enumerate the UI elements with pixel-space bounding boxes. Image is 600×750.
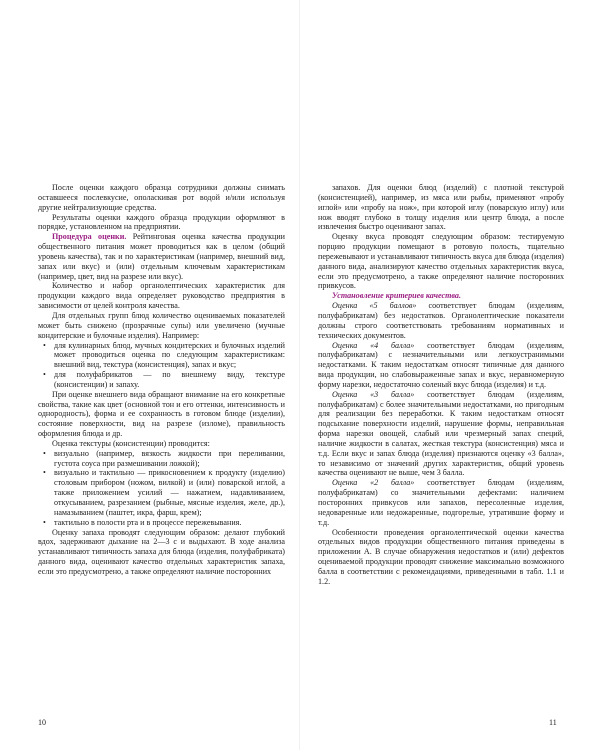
- left-page-text: [38, 183, 285, 577]
- grade-label: Оценка «5 баллов»: [332, 301, 417, 311]
- grade-label: Оценка «4 балла»: [332, 340, 415, 350]
- paragraph-procedure: [38, 232, 285, 281]
- grade-label: Оценка «3 балла»: [332, 389, 415, 399]
- paragraph: Для отдельных групп блюд количество оцениваемых показателей может быть снижено (прозрачные супы) или увеличено (мучные кондитерские и булочные изделия). Например:: [38, 310, 285, 340]
- list-item: • тактильно в полости рта и в процессе пережевывания.: [38, 518, 285, 528]
- paragraph: Количество и набор органолептических характеристик для продукции каждого вида определяет руководство предприятия в зависимости от целей контроля качества.: [38, 281, 285, 311]
- grade-label: Оценка «2 балла»: [332, 478, 415, 488]
- list-item: • визуально (например, вязкость жидкости при переливании, густота соуса при размешивании ложкой);: [38, 449, 285, 469]
- paragraph-text: соответствует блюдам (изделиям, полуфабрикатам) со значительными дефектами: наличием посторонних привкусов или запахов, пересоленные изделия, недоваренные или недожаренные, подгорелые, утратившие форму и т.д.: [318, 478, 565, 527]
- paragraph: Особенности проведения органолептической оценки качества отдельных видов продукции общественного питания приведены в приложении А. В случае обнаружения недостатков и (или) дефектов оцениваемой продукции проводят снижение максимально возможного балла в соответствии с рекомендациями, приведенными в табл. 1.1 и 1.2.: [318, 527, 564, 586]
- paragraph-grade-5: [318, 301, 564, 340]
- paragraph: После оценки каждого образца сотрудники должны снимать оставшееся послевкусие, ополаскивая рот водой и/или используя другие нейтрализующие средства.: [38, 183, 285, 212]
- paragraph-grade-4: [318, 341, 564, 390]
- paragraph-text: соответствует блюдам (изделиям, полуфабрикатам) с незначительными или легкоустранимыми недостатками. К таким недостаткам относят типичные для данного вида продукции, но слабовыраженные запах и вкус, неравномерную форму нарезки, недостаточно соленый вкус блюда (изделия) и т.д.: [318, 340, 565, 389]
- paragraph-grade-2: [318, 478, 564, 527]
- paragraph: запахов. Для оценки блюд (изделий) с плотной текстурой (консистенцией), например, из мяса или рыбы, применяют «пробу иглой» или «пробу на нож», при которой иглу (поварскую иглу) или нож вводят глубоко в толщу изделия или центр блюда, а после извлечения быстро оценивают запах.: [318, 183, 564, 232]
- list-item: • для кулинарных блюд, мучных кондитерских и булочных изделий может проводиться оценка по следующим характеристикам: внешний вид, текстура (консистенция), запах и вкус;: [38, 341, 285, 371]
- paragraph-grade-3: [318, 390, 564, 479]
- paragraph-text: Рейтинговая оценка качества продукции общественного питания может проводиться как в целом (общий уровень качества), так и по характеристикам (например, внешний вид, запах или вкус) и (или) отдельным ключевым характеристикам (например, цвет, вид на разрезе или вкус).: [38, 232, 285, 281]
- bullet-list-texture: [38, 449, 285, 528]
- page-number: 10: [38, 718, 46, 727]
- section-heading-procedure: Процедура оценки.: [52, 232, 127, 242]
- list-item: • визуально и тактильно — прикосновением к продукту (изделию) столовым прибором (ножом, вилкой) и (или) поварской иглой, а также приложением усилий — нажатием, надавливанием, откусыванием, разрезанием (рыбные, мясные изделия, желе, др.), намазыванием (паштет, икра, фарш, крем);: [38, 468, 285, 517]
- paragraph: Оценку вкуса проводят следующим образом: тестируемую порцию продукции помещают в ротовую полость, тщательно пережевывают и устанавливают типичность вкуса для блюда (изделия) данного вида, анализируют качество отдельных характеристик вкуса, если это предусмотрено, а также определяют наличие посторонних привкусов.: [318, 232, 564, 291]
- right-page-text: [318, 183, 564, 587]
- paragraph: Оценка текстуры (консистенции) проводится:: [52, 438, 210, 448]
- paragraph: Оценку запаха проводят следующим образом: делают глубокий вдох, задерживают дыхание на 2—3 с и выдыхают. В ходе анализа устанавливают типичность запаха для блюда (изделия, полуфабриката) данного вида, оценивают качество отдельных характеристик запаха, если это предусмотрено, а также определяют наличие посторонних: [38, 527, 285, 576]
- bullet-list-characteristics: [38, 341, 285, 390]
- paragraph-text: соответствует блюдам (изделиям, полуфабрикатам) без недостатков. Органолептические показатели должны строго соответствовать требованиям нормативных и технических документов.: [318, 301, 565, 340]
- paragraph: Результаты оценки каждого образца продукции оформляют в порядке, установленном на предприятии.: [38, 212, 285, 232]
- page-number: 11: [549, 718, 557, 727]
- paragraph-text: соответствует блюдам (изделиям, полуфабрикатам) с более значительными недостатками, но пригодным для реализации без переработки. К таким недостаткам относят подсыхание поверхности изделий, нарушение формы, неправильная форма нарезки овощей, слабый или чрезмерный запах специй, наличие жидкости в салатах, жесткая текстура (консистенция) мяса и т.д. Если вкус и запах блюда (изделия) признаются оценку «3 балла», то независимо от значений других характеристик, общий уровень качества оценивают не выше, чем 3 балла.: [318, 389, 565, 478]
- paragraph: При оценке внешнего вида обращают внимание на его конкретные свойства, такие как цвет (основной тон и его оттенки, интенсивность и однородность), форма и ее сохранность в готовом блюде (изделии), состояние поверхности, вид на разрезе (изломе), правильность оформления блюда и др.: [38, 389, 285, 439]
- list-item: • для полуфабрикатов — по внешнему виду, текстуре (консистенции) и запаху.: [38, 370, 285, 390]
- section-heading-criteria: Установление критериев качества.: [332, 291, 462, 301]
